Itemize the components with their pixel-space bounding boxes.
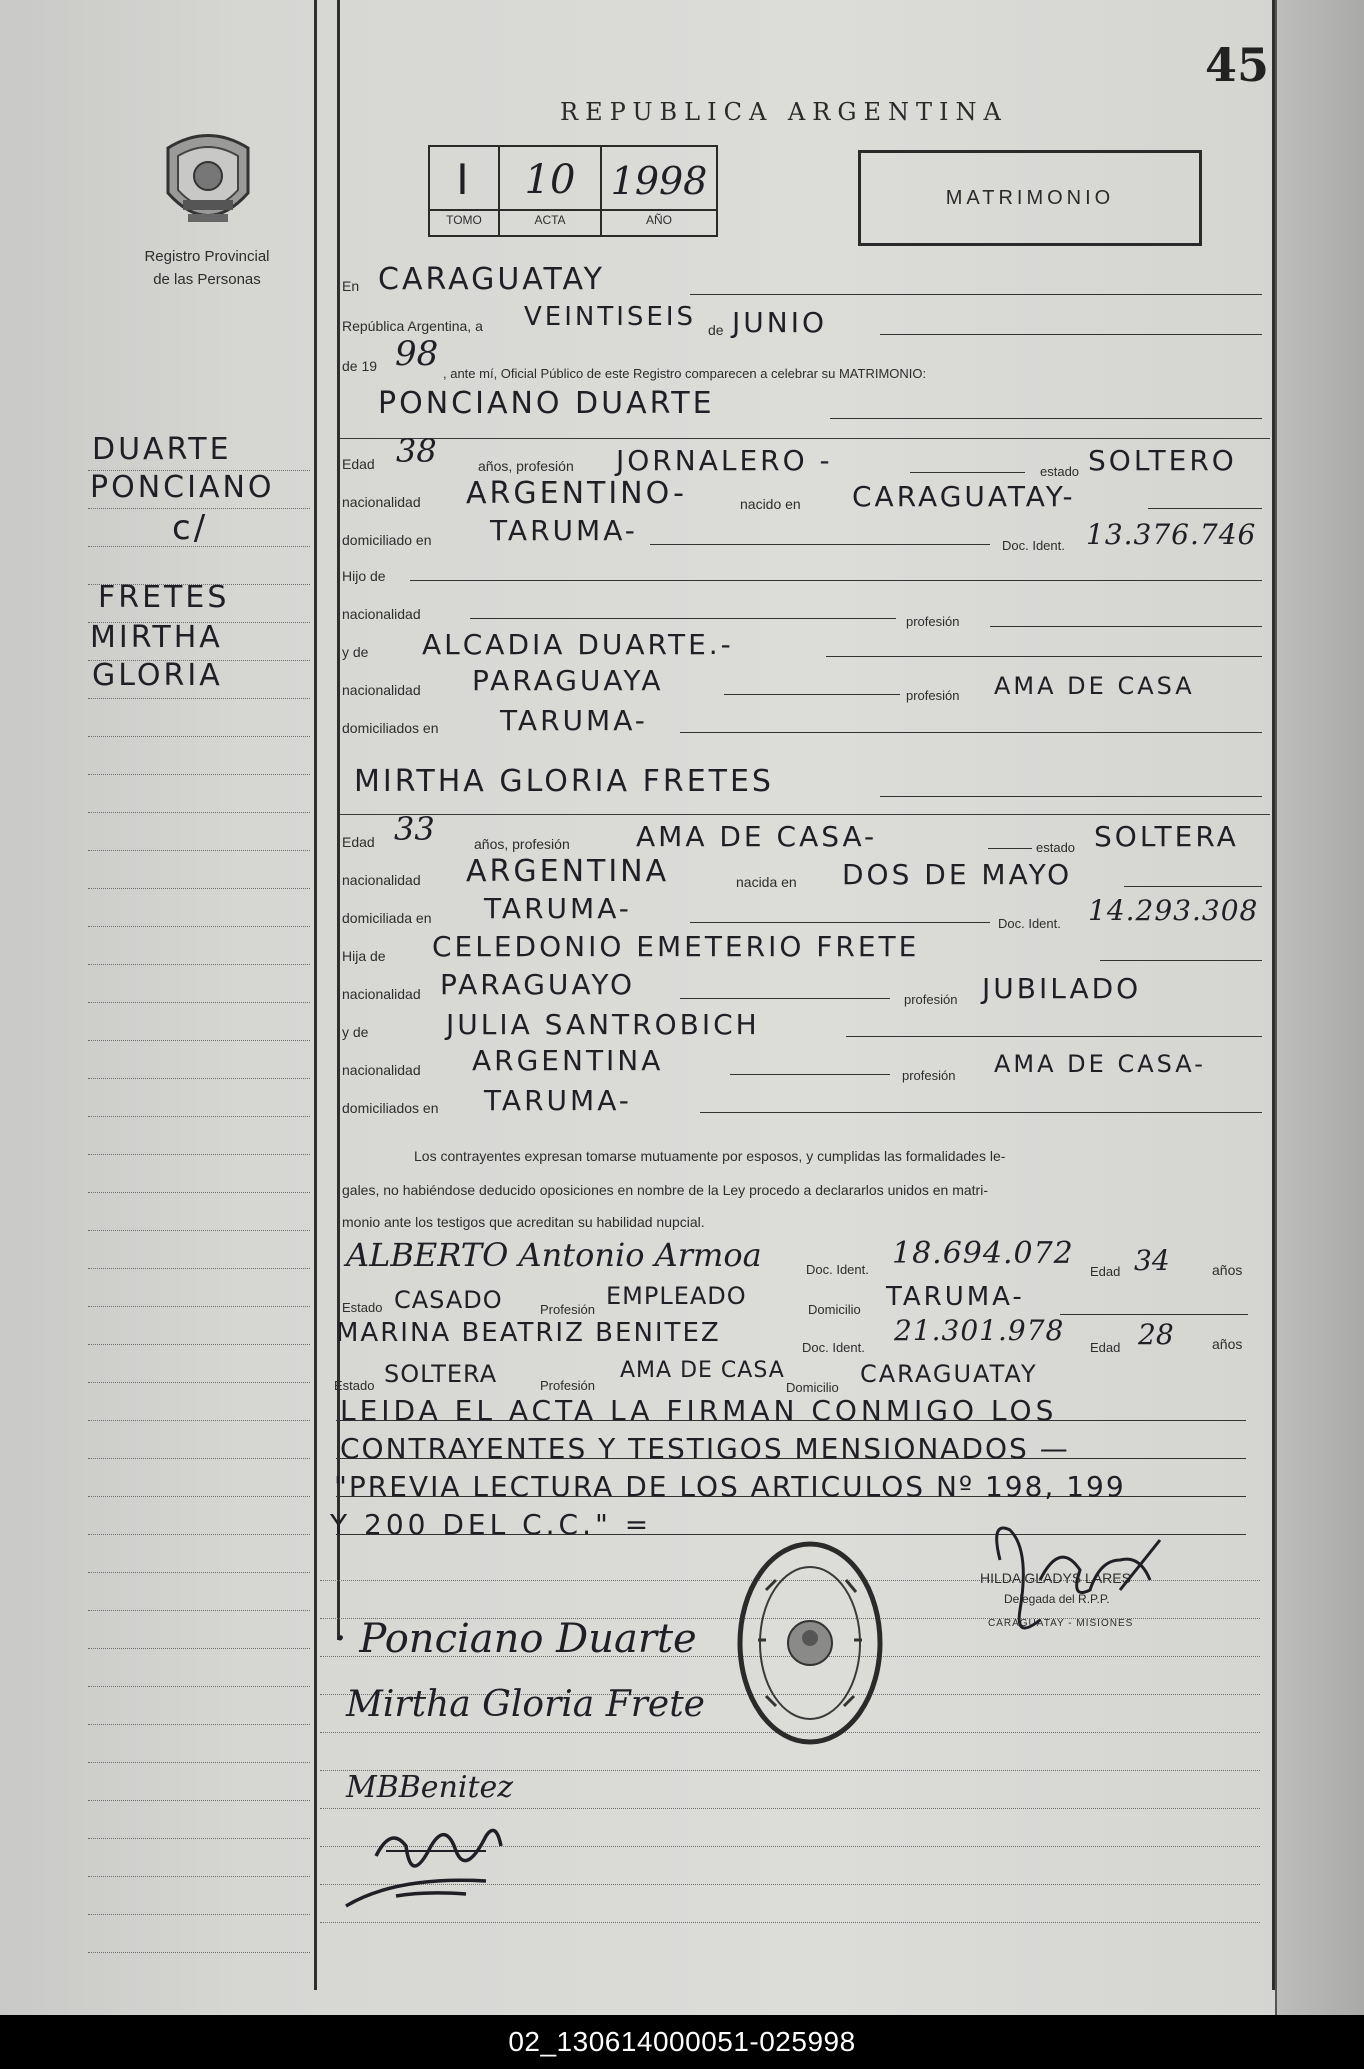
tomo-value: I bbox=[456, 155, 472, 204]
registro-line1: Registro Provincial bbox=[144, 248, 270, 265]
c1-madre-prof-label: profesión bbox=[906, 688, 960, 703]
year: 98 bbox=[395, 334, 439, 374]
t1-domicilio-label: Domicilio bbox=[808, 1302, 861, 1317]
registry-number-box bbox=[428, 145, 718, 237]
firma-contrayente1: · Ponciano Duarte bbox=[334, 1616, 697, 1662]
observacion-line3: "PREVIA LECTURA DE LOS ARTICULOS Nº 198, 199 bbox=[334, 1470, 1126, 1503]
t2-anos-label: años bbox=[1212, 1336, 1243, 1352]
page-edge bbox=[1275, 0, 1364, 2015]
t2-doc-label: Doc. Ident. bbox=[802, 1340, 865, 1355]
t1-nombre: ALBERTO Antonio Armoa bbox=[346, 1236, 762, 1274]
margin-note-line3: c/ bbox=[172, 508, 209, 548]
c1-doc: 13.376.746 bbox=[1086, 518, 1257, 551]
t1-profesion: EMPLEADO bbox=[606, 1282, 747, 1310]
c2-madre-prof-label: profesión bbox=[902, 1068, 956, 1083]
t1-edad-label: Edad bbox=[1090, 1264, 1121, 1279]
c2-madre-prof: AMA DE CASA- bbox=[994, 1050, 1206, 1078]
de-label: de bbox=[708, 322, 724, 338]
scan-footer bbox=[0, 2015, 1364, 2069]
t1-estado: CASADO bbox=[394, 1286, 503, 1314]
acta-label: ACTA bbox=[534, 213, 566, 227]
oficial-line2: Delegada del R.P.P. bbox=[1004, 1592, 1110, 1606]
c1-profesion-label: años, profesión bbox=[478, 458, 574, 474]
c1-padre-nac-label: nacionalidad bbox=[342, 606, 421, 622]
oficial-signature bbox=[970, 1500, 1210, 1660]
c1-madre-nac-label: nacionalidad bbox=[342, 682, 421, 698]
firma-testigo2: MBBenitez bbox=[346, 1770, 514, 1805]
ano-value: 1998 bbox=[610, 159, 708, 203]
c2-edad-label: Edad bbox=[342, 834, 375, 850]
t1-edad: 34 bbox=[1134, 1244, 1170, 1277]
c2-domicilio-label: domiciliada en bbox=[342, 910, 432, 926]
registro-line2: de las Personas bbox=[153, 271, 261, 288]
c1-nacionalidad-label: nacionalidad bbox=[342, 494, 421, 510]
c2-padre-prof-label: profesión bbox=[904, 992, 958, 1007]
republica-label: República Argentina, a bbox=[342, 318, 483, 334]
t1-profesion-label: Profesión bbox=[540, 1302, 595, 1317]
t2-edad: 28 bbox=[1138, 1318, 1174, 1351]
t2-nombre: MARINA BEATRIZ BENITEZ bbox=[336, 1318, 721, 1348]
c1-nacido-label: nacido en bbox=[740, 496, 801, 512]
c2-madre-nac: ARGENTINA bbox=[472, 1044, 664, 1077]
t2-doc: 21.301.978 bbox=[894, 1314, 1065, 1347]
c1-madre: ALCADIA DUARTE.- bbox=[422, 628, 734, 661]
country-title: REPUBLICA ARGENTINA bbox=[560, 98, 1008, 126]
c1-doc-label: Doc. Ident. bbox=[1002, 538, 1065, 553]
c1-estado-label: estado bbox=[1040, 464, 1080, 479]
c1-hijo-label: Hijo de bbox=[342, 568, 386, 584]
official-round-seal bbox=[736, 1540, 884, 1746]
c2-domicilio: TARUMA- bbox=[484, 892, 632, 925]
place: CARAGUATAY bbox=[378, 262, 606, 297]
c1-estado: SOLTERO bbox=[1088, 444, 1237, 477]
comparecen-text: , ante mí, Oficial Público de este Registro comparecen a celebrar su MATRIMONIO: bbox=[443, 366, 927, 381]
margin-note-line4: FRETES bbox=[98, 580, 230, 615]
c1-edad: 38 bbox=[396, 432, 437, 470]
c2-padre: CELEDONIO EMETERIO FRETE bbox=[432, 930, 920, 963]
right-border-line bbox=[1272, 0, 1275, 1990]
c2-estado-label: estado bbox=[1036, 840, 1076, 855]
margin-note-line1: DUARTE bbox=[92, 432, 232, 467]
c1-profesion: JORNALERO - bbox=[616, 444, 833, 477]
c2-padres-dom: TARUMA- bbox=[484, 1084, 632, 1117]
t2-edad-label: Edad bbox=[1090, 1340, 1121, 1355]
c2-doc-label: Doc. Ident. bbox=[998, 916, 1061, 931]
observacion-line4: Y 200 DEL C.C." = bbox=[330, 1508, 653, 1541]
c1-nacionalidad: ARGENTINO- bbox=[466, 476, 687, 511]
en-label: En bbox=[342, 278, 360, 294]
declaracion-line2: gales, no habiéndose deducido oposiciones en nombre de la Ley procedo a declararlos unidos en matri- bbox=[342, 1182, 988, 1198]
c2-padre-nac: PARAGUAYO bbox=[440, 968, 636, 1001]
margin-note-line2: PONCIANO bbox=[90, 470, 275, 505]
declaracion-line3: monio ante los testigos que acreditan su habilidad nupcial. bbox=[342, 1214, 705, 1230]
t1-anos-label: años bbox=[1212, 1262, 1243, 1278]
c1-padres-dom: TARUMA- bbox=[500, 704, 648, 737]
coat-of-arms-logo bbox=[158, 128, 258, 238]
c1-padre-prof-label: profesión bbox=[906, 614, 960, 629]
c2-nacionalidad: ARGENTINA bbox=[466, 854, 670, 889]
oficial-line3: CARAGUATAY - MISIONES bbox=[988, 1618, 1134, 1629]
c1-madre-prof: AMA DE CASA bbox=[994, 672, 1195, 700]
t1-doc-label: Doc. Ident. bbox=[806, 1262, 869, 1277]
c1-madre-nac: PARAGUAYA bbox=[472, 664, 664, 697]
month: JUNIO bbox=[732, 306, 827, 339]
c2-estado: SOLTERA bbox=[1094, 820, 1239, 853]
t2-profesion: AMA DE CASA bbox=[620, 1358, 785, 1383]
act-type-box bbox=[858, 150, 1202, 246]
margin-note-line6: GLORIA bbox=[92, 658, 223, 693]
day: VEINTISEIS bbox=[524, 302, 696, 332]
c1-yde-label: y de bbox=[342, 644, 369, 660]
t2-estado-label: Estado bbox=[334, 1378, 375, 1393]
act-type: MATRIMONIO bbox=[945, 186, 1115, 209]
declaracion-line1: Los contrayentes expresan tomarse mutuamente por esposos, y cumplidas las formalidades le- bbox=[414, 1148, 1006, 1164]
contrayente1-name: PONCIANO DUARTE bbox=[378, 386, 715, 421]
oficial-line1: HILDA GLADYS LARES bbox=[980, 1570, 1131, 1586]
page-number: 45 bbox=[1205, 38, 1270, 92]
tomo-label: TOMO bbox=[446, 213, 482, 227]
c2-madre: JULIA SANTROBICH bbox=[446, 1008, 760, 1041]
t1-doc: 18.694.072 bbox=[892, 1236, 1074, 1271]
c1-padres-dom-label: domiciliados en bbox=[342, 720, 439, 736]
t1-domicilio: TARUMA- bbox=[886, 1282, 1025, 1312]
c1-domicilio-label: domiciliado en bbox=[342, 532, 432, 548]
observacion-line1: LEIDA EL ACTA LA FIRMAN CONMIGO LOS bbox=[340, 1394, 1058, 1427]
scan-id: 02_130614000051-025998 bbox=[508, 2026, 856, 2057]
c2-nacionalidad-label: nacionalidad bbox=[342, 872, 421, 888]
c2-padres-dom-label: domiciliados en bbox=[342, 1100, 439, 1116]
c2-doc: 14.293.308 bbox=[1088, 894, 1259, 927]
left-border-line bbox=[314, 0, 317, 1990]
firma-testigo1 bbox=[336, 1806, 526, 1916]
t2-profesion-label: Profesión bbox=[540, 1378, 595, 1393]
c2-profesion-label: años, profesión bbox=[474, 836, 570, 852]
margin-note-line5: MIRTHA bbox=[90, 620, 223, 655]
year-prefix: de 19 bbox=[342, 358, 378, 374]
c1-edad-label: Edad bbox=[342, 456, 375, 472]
c2-padre-prof: JUBILADO bbox=[982, 972, 1142, 1005]
t1-estado-label: Estado bbox=[342, 1300, 383, 1315]
c1-domicilio: TARUMA- bbox=[490, 514, 638, 547]
contrayente2-name: MIRTHA GLORIA FRETES bbox=[354, 764, 774, 799]
c2-yde-label: y de bbox=[342, 1024, 369, 1040]
c2-hija-label: Hija de bbox=[342, 948, 386, 964]
c2-nacida: DOS DE MAYO bbox=[842, 858, 1073, 891]
c2-padre-nac-label: nacionalidad bbox=[342, 986, 421, 1002]
t2-estado: SOLTERA bbox=[384, 1360, 498, 1388]
c1-nacido: CARAGUATAY- bbox=[852, 480, 1076, 513]
firma-contrayente2: Mirtha Gloria Frete bbox=[346, 1684, 705, 1725]
c2-edad: 33 bbox=[394, 810, 435, 848]
observacion-line2: CONTRAYENTES Y TESTIGOS MENSIONADOS — bbox=[340, 1432, 1070, 1465]
t2-domicilio: CARAGUATAY bbox=[860, 1360, 1038, 1388]
c2-profesion: AMA DE CASA- bbox=[636, 820, 878, 853]
t2-domicilio-label: Domicilio bbox=[786, 1380, 839, 1395]
ano-label: AÑO bbox=[645, 213, 672, 227]
acta-value: 10 bbox=[524, 157, 576, 203]
c2-madre-nac-label: nacionalidad bbox=[342, 1062, 421, 1078]
c2-nacida-label: nacida en bbox=[736, 874, 797, 890]
